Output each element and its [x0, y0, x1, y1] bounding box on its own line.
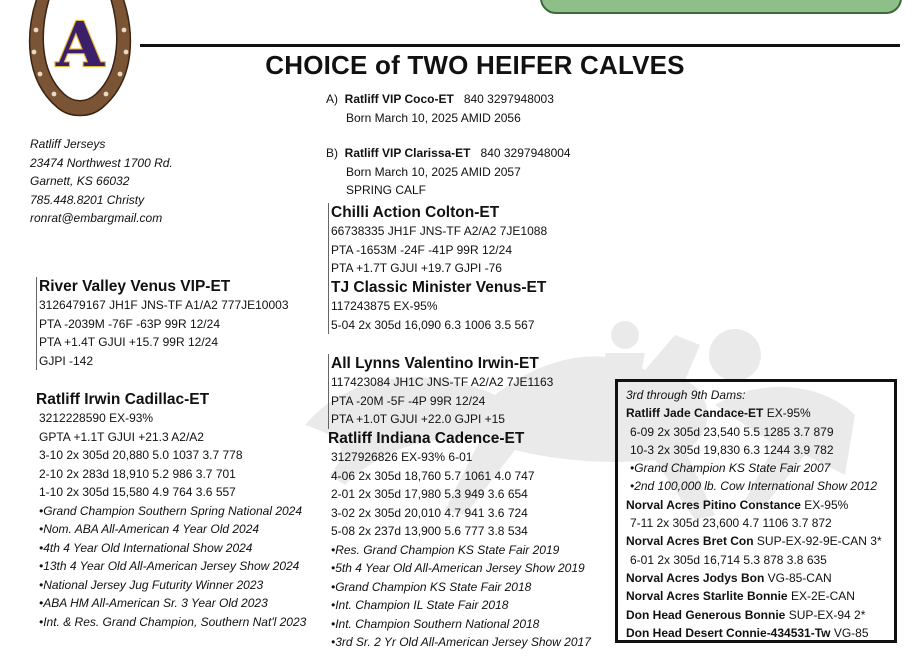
valentino-line: PTA +1.0T GJUI +22.0 GJPI +15: [331, 412, 505, 426]
indiana-name: Ratliff Indiana Cadence-ET: [328, 430, 525, 447]
city-line: Garnett, KS 66032: [30, 174, 130, 188]
cadillac-block: [36, 390, 306, 631]
dam-sire-name: River Valley Venus VIP-ET: [39, 278, 231, 295]
valentino-line: 117423084 JH1C JNS-TF A2/A2 7JE1163: [331, 375, 554, 389]
cadillac-honor: •Int. & Res. Grand Champion, Southern Nat'l 2023: [39, 614, 307, 629]
dam-sire-line: PTA -2039M -76F -63P 99R 12/24: [39, 316, 220, 331]
indiana-block: [328, 429, 591, 652]
indiana-line: 3-02 2x 305d 20,010 4.7 941 3.6 724: [331, 505, 528, 520]
cadillac-honor: •Grand Champion Southern Spring National 2024: [39, 503, 303, 518]
mgs-line: 5-04 2x 305d 16,090 6.3 1006 3.5 567: [331, 317, 535, 332]
dam-entry: Don Head Generous Bonnie SUP-EX-94 2*: [626, 607, 866, 622]
contact-info: [30, 135, 173, 228]
mgs-line: 117243875 EX-95%: [331, 299, 438, 313]
calf-b: [326, 144, 571, 200]
dam-honor: •Grand Champion KS State Fair 2007: [630, 461, 831, 476]
dam-record: 6-09 2x 305d 23,540 5.5 1285 3.7 879: [630, 424, 834, 439]
sire-line: PTA +1.7T GJUI +19.7 GJPI -76: [331, 261, 502, 275]
indiana-line: 4-06 2x 305d 18,760 5.7 1061 4.0 747: [331, 468, 535, 483]
calf-note: SPRING CALF: [346, 183, 427, 197]
calf-reg: 840 3297948004: [480, 146, 571, 160]
dam-sire-line: GJPI -142: [39, 353, 94, 368]
cadillac-honor: •Nom. ABA All-American 4 Year Old 2024: [39, 522, 260, 536]
sire-block: [328, 203, 547, 278]
valentino-block: [328, 354, 553, 429]
calf-born: Born March 10, 2025 AMID 2056: [346, 110, 521, 125]
calf-name: Ratliff VIP Coco-ET: [344, 92, 454, 106]
cadillac-name: Ratliff Irwin Cadillac-ET: [36, 391, 210, 408]
dam-sire-block: [36, 277, 289, 370]
logo-letter: A: [55, 8, 105, 81]
indiana-honor: •Int. Champion IL State Fair 2018: [331, 598, 509, 612]
dam-sire-line: PTA +1.4T GJUI +15.7 99R 12/24: [39, 335, 218, 349]
phone: 785.448.8201 Christy: [30, 192, 145, 207]
indiana-honor: •Int. Champion Southern National 2018: [331, 616, 540, 631]
cadillac-line: GPTA +1.1T GJUI +21.3 A2/A2: [39, 429, 204, 444]
indiana-line: 5-08 2x 237d 13,900 5.6 777 3.8 534: [331, 524, 528, 538]
header-rule: [140, 44, 900, 47]
sire-name: Chilli Action Colton-ET: [331, 204, 500, 221]
cadillac-line: 3212228590 EX-93%: [39, 411, 154, 425]
cadillac-line: 3-10 2x 305d 20,880 5.0 1037 3.7 778: [39, 448, 243, 462]
valentino-name: All Lynns Valentino Irwin-ET: [331, 355, 539, 372]
cadillac-honor: •ABA HM All-American Sr. 3 Year Old 2023: [39, 596, 268, 610]
calf-reg: 840 3297948003: [463, 92, 554, 106]
farm-name: Ratliff Jerseys: [30, 137, 106, 151]
indiana-honor: •5th 4 Year Old All-American Jersey Show 2019: [331, 561, 585, 575]
calf-a: [326, 90, 554, 127]
calf-letter: B): [326, 146, 338, 160]
calf-born: Born March 10, 2025 AMID 2057: [346, 164, 521, 179]
cadillac-honor: •13th 4 Year Old All-American Jersey Show 2024: [39, 559, 300, 573]
dam-record: 10-3 2x 305d 19,830 6.3 1244 3.9 782: [630, 442, 834, 457]
dam-entry: Ratliff Jade Candace-ET EX-95%: [626, 406, 811, 421]
dam-entry: Norval Acres Jodys Bon VG-85-CAN: [626, 570, 832, 585]
dams-box: [615, 379, 897, 643]
calf-name: Ratliff VIP Clarissa-ET: [344, 146, 471, 160]
calf-letter: A): [326, 92, 338, 106]
dam-honor: •2nd 100,000 lb. Cow International Show 2012: [630, 479, 878, 494]
dam-record: 6-01 2x 305d 16,714 5.3 878 3.8 635: [630, 552, 827, 567]
indiana-honor: •Grand Champion KS State Fair 2018: [331, 579, 532, 594]
dam-entry: Norval Acres Starlite Bonnie EX-2E-CAN: [626, 589, 855, 604]
dam-entry: Don Head Desert Connie-434531-Tw VG-85: [626, 625, 869, 640]
dam-sire-line: 3126479167 JH1F JNS-TF A1/A2 777JE10003: [39, 298, 289, 312]
sire-line: 66738335 JH1F JNS-TF A2/A2 7JE1088: [331, 224, 548, 238]
dams-heading: 3rd through 9th Dams:: [626, 388, 746, 402]
page-title: CHOICE of TWO HEIFER CALVES: [265, 50, 685, 80]
sire-line: PTA -1653M -24F -41P 99R 12/24: [331, 242, 512, 257]
cadillac-line: 1-10 2x 305d 15,580 4.9 764 3.6 557: [39, 485, 236, 499]
indiana-line: 3127926826 EX-93% 6-01: [331, 450, 473, 464]
cadillac-honor: •4th 4 Year Old International Show 2024: [39, 540, 253, 555]
cadillac-honor: •National Jersey Jug Futurity Winner 2023: [39, 577, 264, 592]
email: ronrat@embargmail.com: [30, 211, 163, 225]
mgs-name: TJ Classic Minister Venus-ET: [331, 279, 547, 296]
address-line: 23474 Northwest 1700 Rd.: [30, 155, 173, 170]
indiana-line: 2-01 2x 305d 17,980 5.3 949 3.6 654: [331, 487, 528, 501]
cadillac-line: 2-10 2x 283d 18,910 5.2 986 3.7 701: [39, 466, 236, 481]
mgs-block: [328, 278, 546, 334]
horseshoe-logo: [18, 0, 142, 130]
dam-entry: Norval Acres Pitino Constance EX-95%: [626, 497, 849, 512]
header-banner: [540, 0, 902, 14]
indiana-honor: •Res. Grand Champion KS State Fair 2019: [331, 542, 560, 557]
dam-entry: Norval Acres Bret Con SUP-EX-92-9E-CAN 3*: [626, 534, 882, 549]
valentino-line: PTA -20M -5F -4P 99R 12/24: [331, 393, 486, 408]
dam-record: 7-11 2x 305d 23,600 4.7 1106 3.7 872: [630, 516, 832, 531]
indiana-honor: •3rd Sr. 2 Yr Old All-American Jersey Show 2017: [331, 635, 591, 649]
